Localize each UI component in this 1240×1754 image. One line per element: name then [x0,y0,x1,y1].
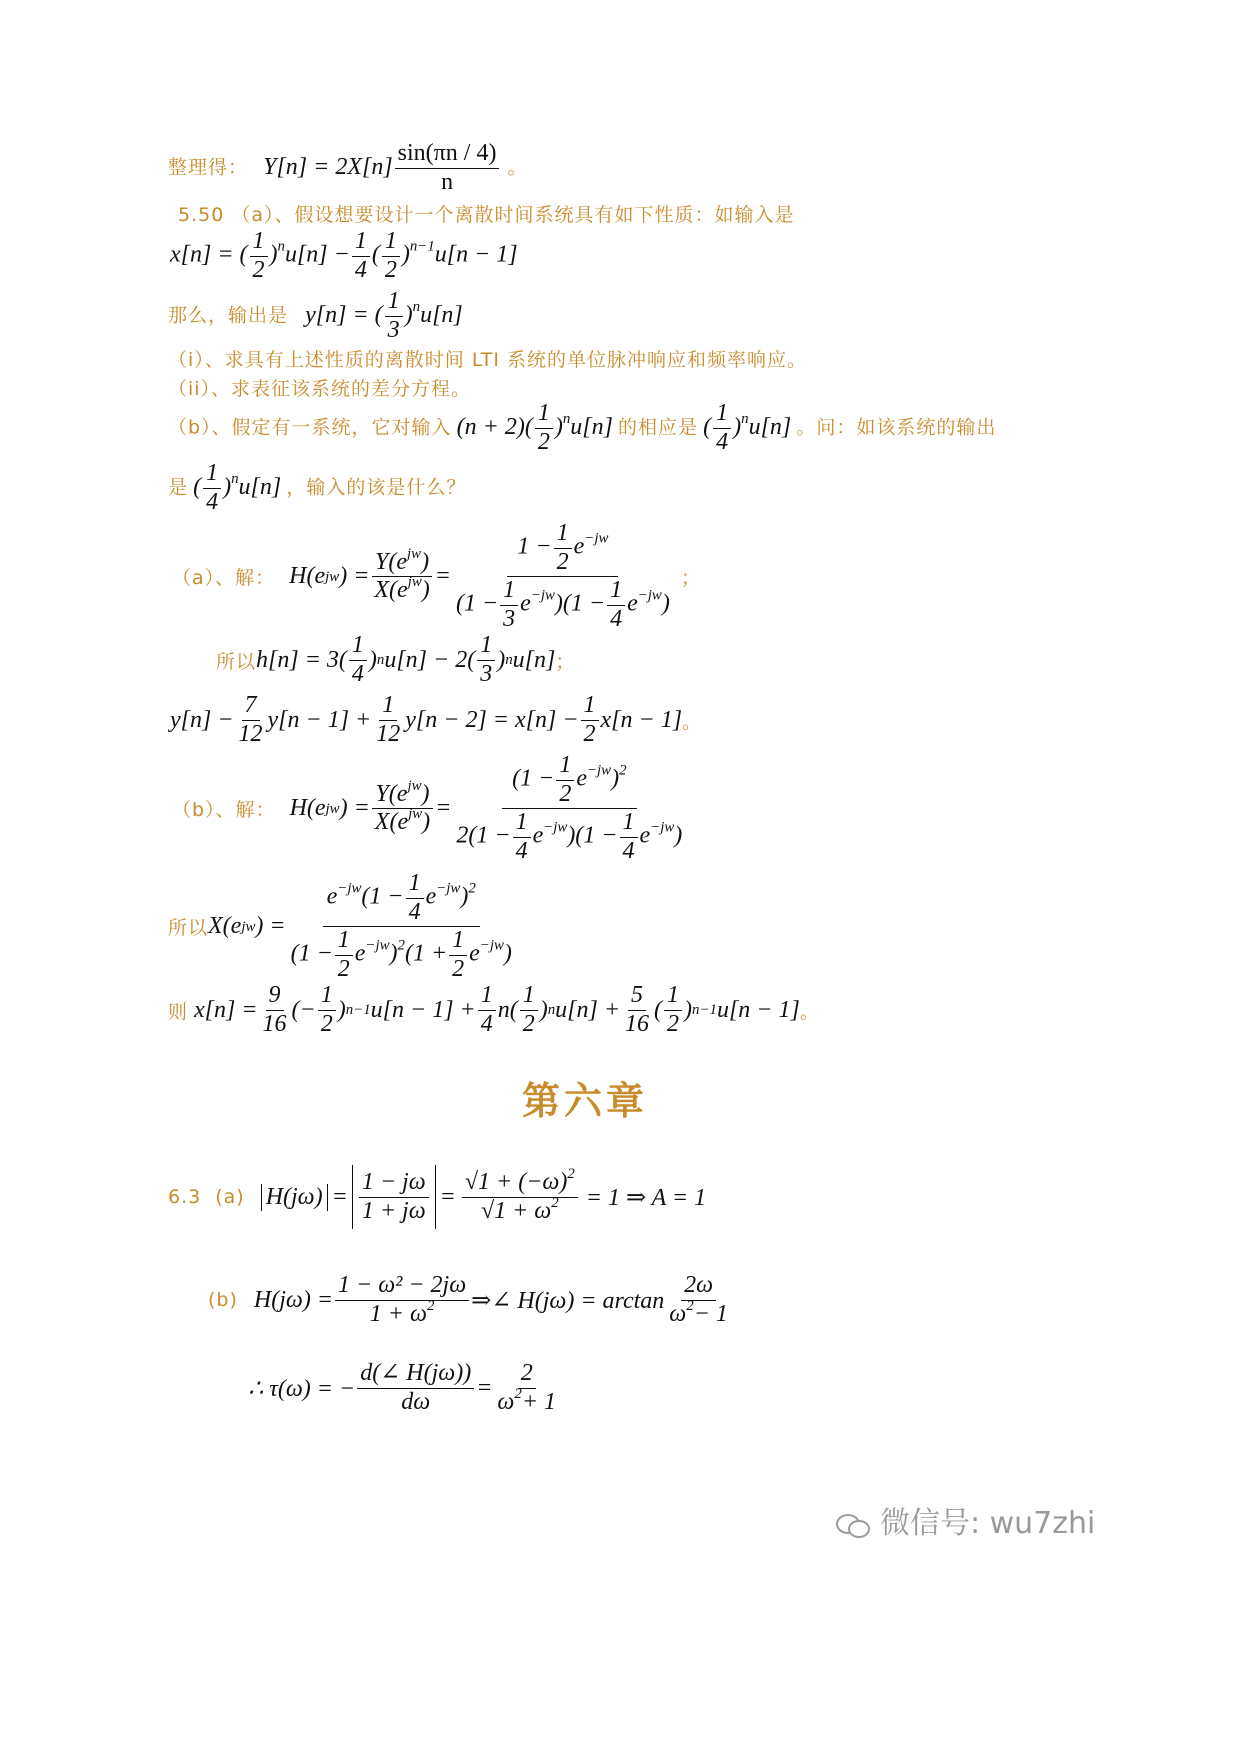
problem-63a [168,1165,706,1229]
t: e [326,883,338,910]
frac [385,288,403,344]
big-frac [453,520,673,633]
part-label: (a) [215,1186,245,1209]
den: 2 [556,548,569,575]
hn-expression: h[n] = 3( $\frac{1}{4}$ ) n u[n] − 2( $\frac{1}{3}$ ) n u[n] [256,632,556,687]
num: 1 [477,632,495,661]
t: e [354,940,366,967]
output-expression [193,460,282,515]
wechat-icon [836,1512,870,1538]
den: 16 [625,1010,650,1037]
abs-frac [352,1165,436,1229]
big-frac [288,870,515,983]
part-label: (b) [208,1289,238,1312]
den: 16 [262,1010,287,1037]
t: = [434,563,451,590]
final-input [168,982,820,1038]
t: ( [193,473,202,500]
num: 1 [554,520,572,549]
t: u[n − 1] + [370,996,476,1023]
num: 1 [664,982,682,1011]
question-ii: （ii）、求表征该系统的差分方程。 [168,378,472,400]
sup: 2 [468,880,476,897]
den: 2 [559,780,572,807]
sup: 2 [514,1385,522,1402]
t: ) [611,765,620,792]
sup: −jw [365,937,390,954]
t: x[n − 1] [600,706,683,733]
num: 1 [318,982,336,1011]
frac-1 [250,228,268,284]
sup: jw [408,806,423,823]
exp: n [741,410,749,427]
den: 3 [503,605,516,632]
num: 1 [713,400,731,429]
sup: −jw [337,880,362,897]
t: + 1 [521,1388,557,1415]
label: ，输入的该是什么？ [286,476,467,499]
t: u[n] [570,413,613,440]
t: e [425,883,437,910]
den: 2 [583,720,596,747]
t: )(1 − [554,590,606,617]
group-delay [248,1360,561,1416]
sup: 2 [686,1297,694,1314]
diff-expression [170,692,682,748]
den: 4 [206,488,219,515]
t: ω [669,1300,687,1327]
num: 5 [628,982,646,1011]
transfer-function: H(e jw ) = $\frac{Y(e^{jw})}{X(e^{jw})}$ = 1 − $\frac{1}{2}$ $e^{-jw}$ (1 − $\frac{1}{3}$ $e^{-jw})(1$ − $\frac{1}{4}$ $e^{-jw}$) [289,520,675,633]
t: h[n] = 3( [256,646,347,673]
den: 12 [376,720,401,747]
sup: 2 [397,937,405,954]
sup: jw [407,545,422,562]
t: √1 + ω [480,1197,552,1224]
denominator: n [441,168,454,195]
t: u[n] [748,413,792,440]
t: ) [269,241,278,268]
t: ω [497,1388,515,1415]
num: 1 [513,809,531,838]
input-spectrum [168,870,517,983]
t: e [639,822,651,849]
t: e [576,765,587,792]
t: X(e [208,913,242,940]
t: u[n] [512,646,556,673]
t: = [435,795,452,822]
label: 那么，输出是 [168,304,289,327]
den: 2 [537,428,550,455]
t: e [469,940,480,967]
line-1 [168,140,527,196]
num: 1 [379,692,397,721]
t: ( [703,413,712,440]
t: ) [401,241,410,268]
t: x[n] = [194,996,258,1023]
label: （b）、假定有一系统，它对输入 [168,416,452,439]
tau-expression [248,1360,561,1416]
den: 12 [238,720,263,747]
question-b [168,400,996,456]
abs-value: H(jω) [261,1184,328,1211]
num: 2ω [681,1272,716,1301]
t: e [532,822,544,849]
num: 1 [449,927,467,956]
frac [535,400,553,456]
t: − 1 [693,1300,728,1327]
t: ) [684,996,693,1023]
t: ) [223,473,232,500]
num: 1 [335,927,353,956]
t: )(1 − [567,822,618,849]
t: ∴ τ(ω) = − [248,1375,356,1402]
fraction [395,140,500,196]
transfer-function-b: H(e jw ) = $\frac{Y(e^{jw})}{X(e^{jw})}$ = (1 − $\frac{1}{2}$ $e^{-jw})^2$ 2(1 − $\frac{1}{4}$ $e^{-jw})(1$ − $\frac{1}{4}$ $e^{-jw}$) [290,752,688,865]
t: ) [389,940,398,967]
num: 1 [500,577,518,606]
sup: −jw [637,587,662,604]
t: (1 + [404,940,448,967]
label: 所以 [216,650,257,673]
impulse-response [216,632,575,688]
frac-3 [382,228,400,284]
t: n( [497,996,518,1023]
t: = [476,1374,493,1401]
sup: −jw [543,819,568,836]
sup: 2 [551,1194,559,1211]
den: 4 [716,428,729,455]
t: 1 − [517,533,552,560]
frac-2 [352,228,370,284]
label: 整理得： [168,156,249,179]
num: 1 [581,692,599,721]
den: 4 [480,1010,493,1037]
lhs: Y[n] = 2X[n] [263,153,393,180]
sup: −jw [584,530,609,547]
t: ) [422,809,431,836]
t: ( [371,241,380,268]
num: 7 [242,692,260,721]
den: 4 [622,837,635,864]
watermark [836,1498,1095,1542]
period: 。 [799,1000,820,1023]
den: 2 [667,1010,680,1037]
num: 1 [620,809,638,838]
label: （a）、解： [172,567,276,590]
input-expression [456,400,613,455]
semicolon: ； [680,567,701,590]
num: 1 [535,400,553,429]
t: ) = [339,563,370,590]
difference-equation [170,692,702,748]
t: u[n] [238,473,282,500]
t: 1 + ω [369,1300,427,1327]
t: ( [654,996,663,1023]
t: ) [460,883,469,910]
lhs: x[n] = ( [170,241,248,268]
exp: n [277,238,285,255]
num: 9 [266,982,284,1011]
sup: −jw [586,762,612,779]
num: 1 [607,577,625,606]
t: ) [404,301,413,328]
problem-550-heading: 5.50 （a）、假设想要设计一个离散时间系统具有如下性质：如输入是 [178,204,795,226]
t: (1 − [361,883,404,910]
t: 2(1 − [456,822,511,849]
t: u[n − 1] [434,241,518,268]
problem-63b [208,1272,733,1328]
solution-a [172,520,701,633]
response-expression [703,400,792,455]
big-frac [453,752,685,865]
semicolon: ； [555,650,576,673]
t: Y(e [375,548,408,575]
t: ) [337,996,346,1023]
t: √1 + (−ω) [464,1169,568,1195]
den: 4 [408,898,421,925]
numerator: sin(πn / 4) [395,140,500,169]
t: ) [503,940,512,967]
sup: −jw [530,587,555,604]
t: ) [733,413,742,440]
t: (1 − [290,940,333,967]
den: 3 [387,316,400,343]
t: ) [539,996,548,1023]
num: 1 [385,288,403,317]
t: ⇒∠ H(jω) = arctan [471,1287,665,1314]
num: 1 − ω² − 2jω [335,1272,469,1301]
output-line [168,288,463,344]
label: 是 [168,476,189,499]
t: H(e [289,563,326,590]
lhs: y[n] = ( [305,301,383,328]
den: 4 [515,837,528,864]
question-b-cont [168,460,466,516]
label: 的相应是 [618,416,699,439]
num: 1 [382,228,400,257]
sup: 2 [567,1165,575,1182]
chapter-title: 第六章 [522,1078,649,1123]
den: 2 [320,1010,333,1037]
den: 4 [351,660,364,687]
den: 2 [522,1010,535,1037]
t: (1 − [455,590,499,617]
t: X(e [374,809,409,836]
label: 则 [168,1000,189,1023]
exp: n [412,298,421,315]
den: dω [401,1388,431,1415]
num: 1 [349,632,367,661]
num: 2 [518,1360,536,1389]
sup: −jw [479,937,504,954]
t: ) [674,822,683,849]
den: 3 [480,660,493,687]
num: 1 [203,460,221,489]
t: = [331,1183,348,1210]
den: 4 [354,256,367,283]
t: e [520,590,531,617]
t: u[n] + [555,996,621,1023]
label: 所以 [168,917,209,940]
period: 。 [682,710,703,733]
num: 1 [556,752,574,781]
t: ) [497,646,506,673]
t: u[n] − [284,241,350,268]
num: 1 − jω [359,1169,429,1198]
den: 2 [252,256,265,283]
den: 4 [610,605,623,632]
question-i: （i）、求具有上述性质的离散时间 LTI 系统的单位脉冲响应和频率响应。 [168,349,808,371]
den: 2 [384,256,397,283]
t: e [627,590,638,617]
sup: jw [407,574,422,591]
sup: jw [407,777,422,794]
t: ) [661,590,670,617]
t: ) [554,413,563,440]
t: X(e [374,577,408,604]
label: 。问：如该系统的输出 [796,416,997,439]
yx-frac [371,545,432,605]
output-equation [305,288,463,343]
label: （b）、解： [172,799,276,822]
t: ) [421,577,430,604]
den: 2 [452,955,465,982]
yx-frac [372,777,433,837]
num: d(∠ H(jω)) [357,1360,474,1389]
t: y[n − 1] + [267,706,372,733]
t: ) [421,780,430,807]
frac [203,460,221,516]
sup: 2 [619,762,627,779]
exp: n−1 [409,238,435,255]
magnitude-expression [261,1165,706,1229]
t: ) [368,646,377,673]
solution-b [172,752,687,865]
exp: n [562,410,571,427]
result: = 1 ⇒ A = 1 [585,1184,707,1211]
t: ) = [339,795,370,822]
period: 。 [507,156,528,179]
xe-expression: X(e jw ) = $e^{-jw}(1$ − $\frac{1}{4}$ $e^{-jw})^2$ (1 − $\frac{1}{2}$ $e^{-jw})^2(1$ + $\frac{1}{2}$ $e^{-jw}$) [208,870,517,983]
t: H(jω) = [253,1286,334,1313]
num: 1 [406,870,424,899]
t: u[n] [420,301,463,328]
num: 1 [250,228,268,257]
t: = [439,1183,456,1210]
t: u[n − 1] [716,996,800,1023]
t: e [573,533,585,560]
t: ) [421,548,430,575]
t: y[n] − [170,706,234,733]
sup: 2 [426,1297,435,1314]
t: ) = [255,913,286,940]
problem-number: 6.3 [168,1186,202,1209]
num: 1 [352,228,370,257]
input-signal-equation [170,228,518,284]
final-expression: x[n] = $\frac{9}{16}$ (− $\frac{1}{2}$ ) n−1 u[n − 1] + $\frac{1}{4}$ n( $\frac{1}{2}$ ) n u[n] + $\frac{5}{16}$ ( $\frac{1}{2}$ ) n−1 u[n − 1] [194,982,800,1037]
sup: −jw [436,880,461,897]
frac [713,400,731,456]
t: u[n] − 2( [384,646,476,673]
t: (1 − [512,765,555,792]
den: 2 [337,955,350,982]
watermark-text: 微信号: wu7zhi [880,1506,1096,1541]
exp: n [231,470,239,487]
sqrt-frac [462,1165,578,1225]
t: H(e [289,795,326,822]
sup: −jw [650,819,675,836]
t: Y(e [375,780,408,807]
num: 1 [478,982,496,1011]
num: 1 [520,982,538,1011]
phase-expression [254,1272,733,1328]
t: (n + 2)( [456,413,533,440]
t: y[n − 2] = x[n] − [405,706,579,733]
den: 1 + jω [361,1197,426,1224]
t: (− [291,996,316,1023]
